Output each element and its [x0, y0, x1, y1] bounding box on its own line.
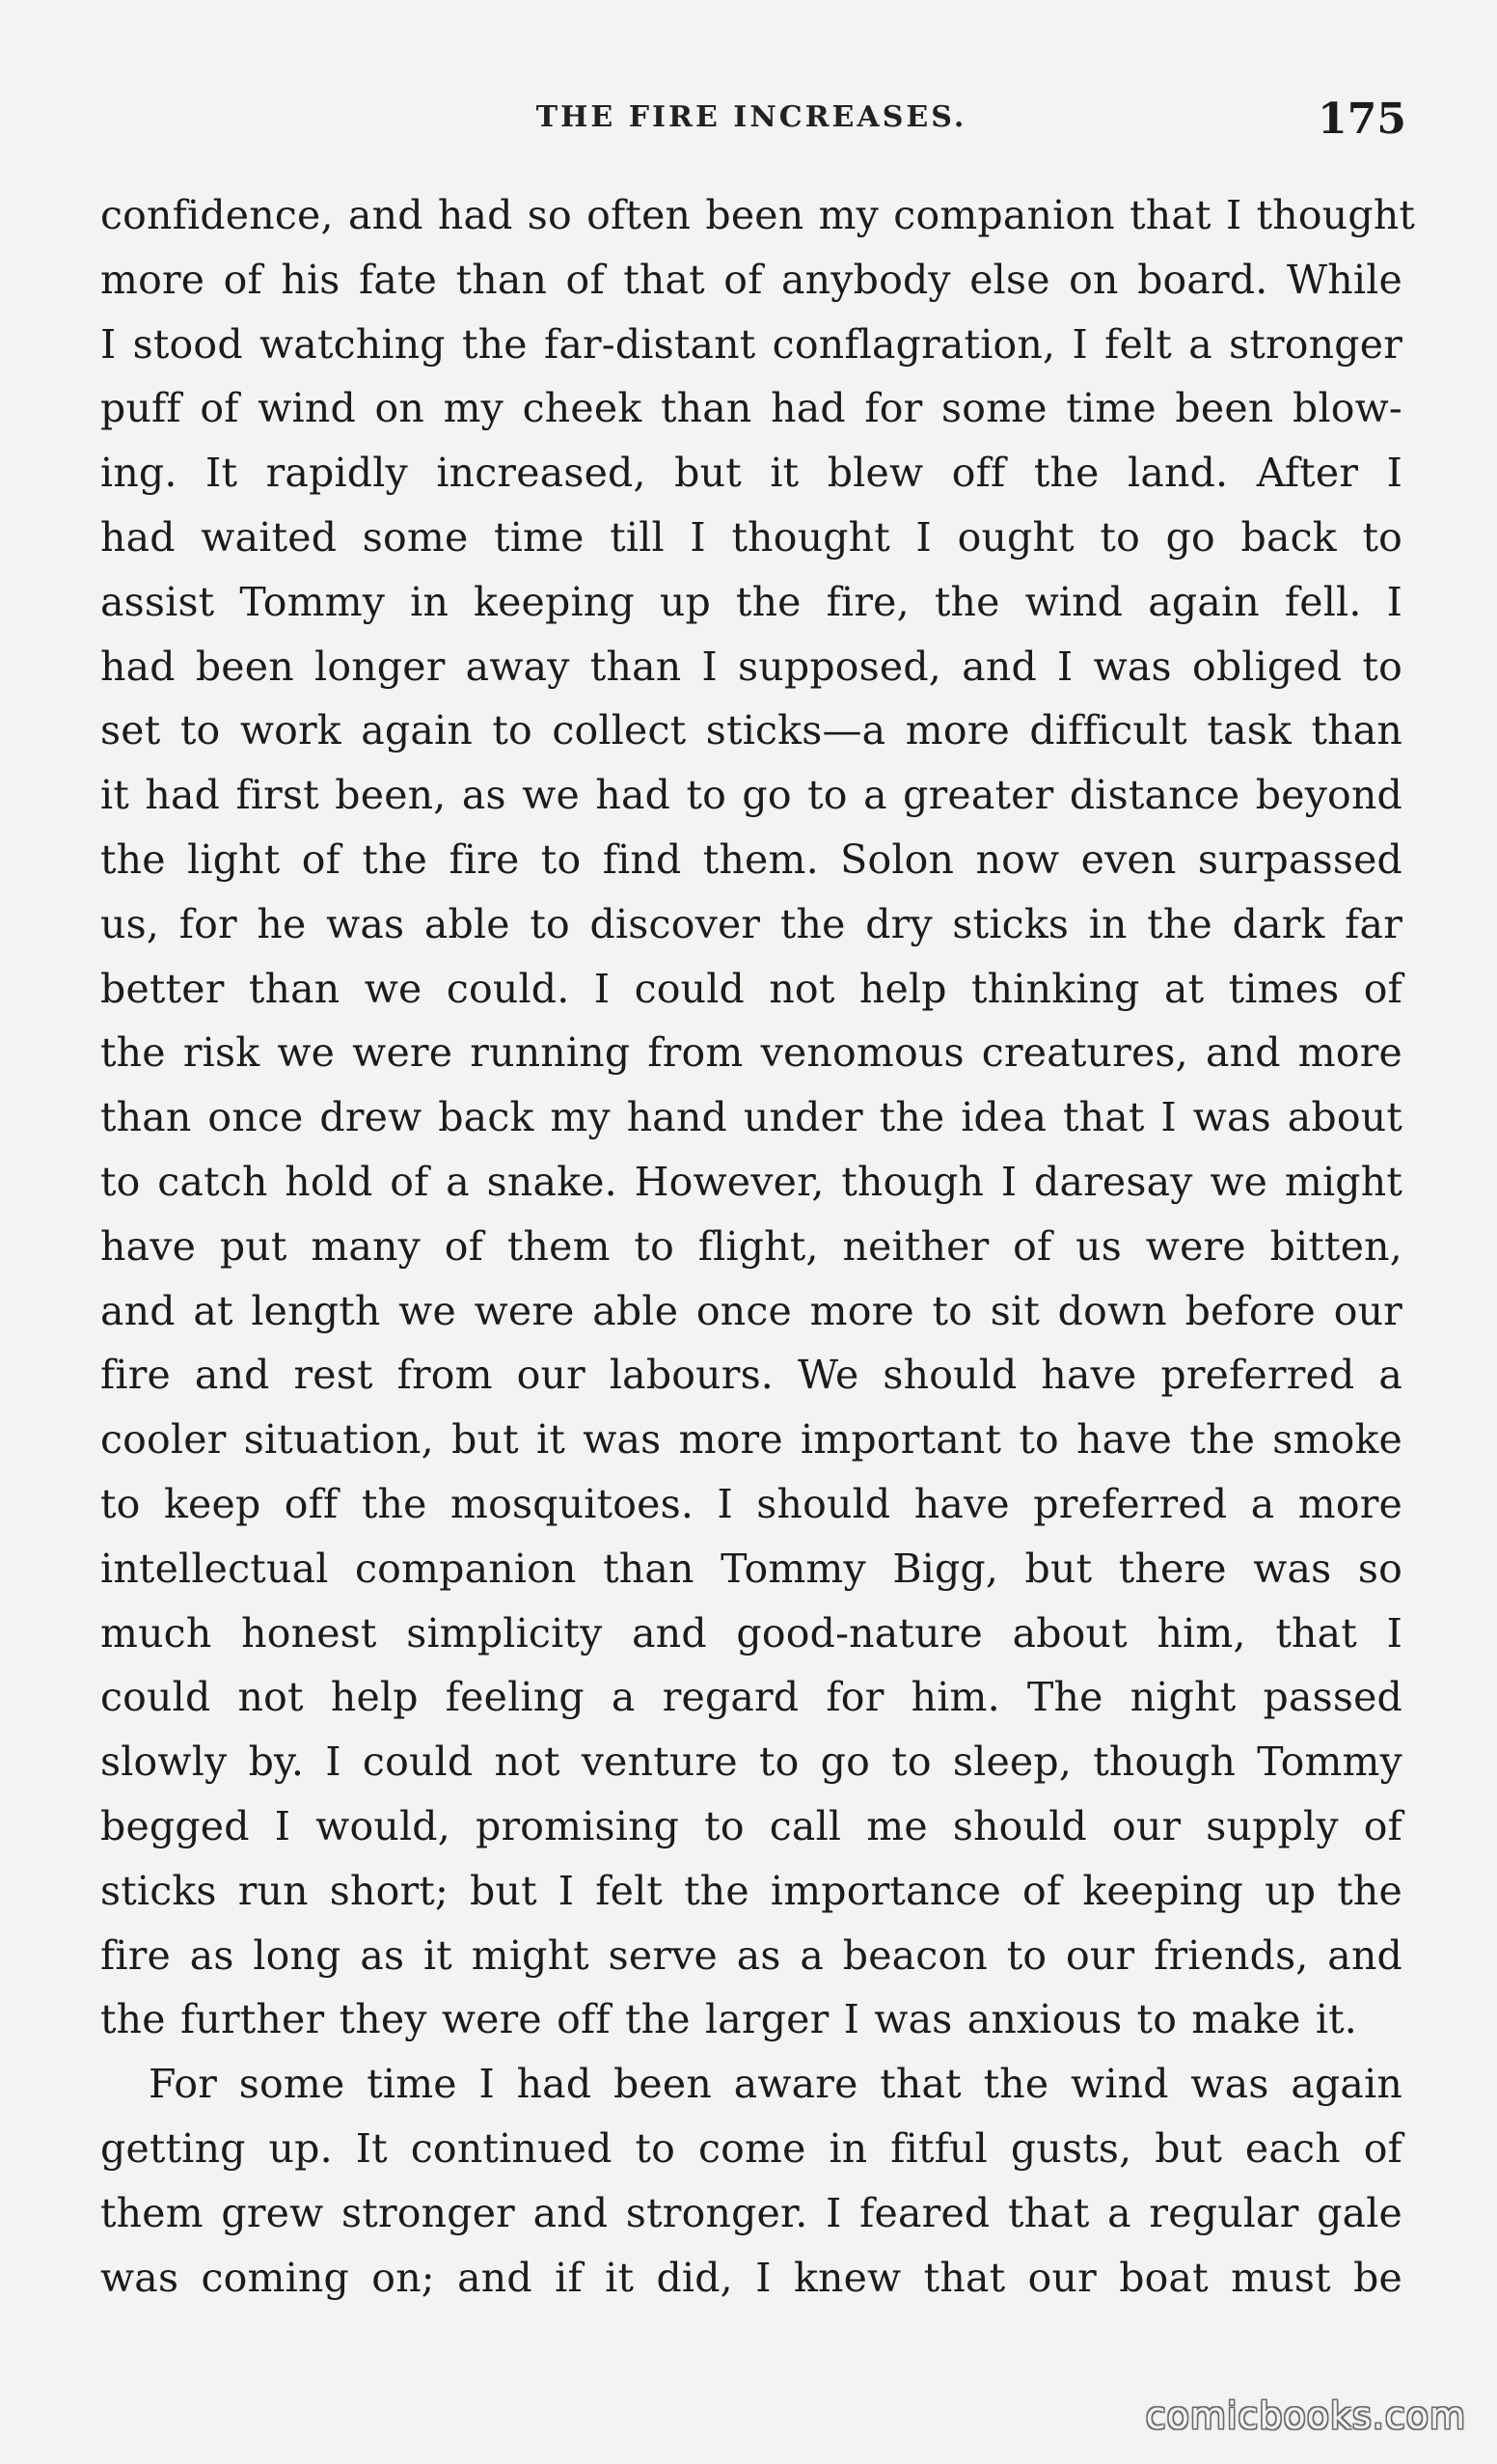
text-line: it had first been, as we had to go to a greater distance beyond	[100, 772, 1402, 819]
text-line: them grew stronger and stronger. I feared that a regular gale	[100, 2189, 1402, 2236]
text-line: getting up. It continued to come in fitful gusts, but each of	[100, 2124, 1402, 2172]
text-line: the light of the fire to find them. Solon now even surpassed	[100, 835, 1402, 883]
running-head	[96, 95, 1406, 152]
text-line: sticks run short; but I felt the importance of keeping up the	[100, 1867, 1402, 1914]
watermark-text: comicbooks.com	[1145, 2395, 1466, 2437]
text-line: fire as long as it might serve as a beacon to our friends, and	[100, 1931, 1402, 1979]
text-line: fire and rest from our labours. We should have preferred a	[100, 1352, 1402, 1399]
paragraph-end-line: the further they were off the larger I was anxious to make it.	[100, 1996, 1358, 2043]
text-line: slowly by. I could not venture to go to sleep, though Tommy	[100, 1738, 1402, 1786]
text-line: I stood watching the far-distant conflagration, I felt a stronger	[100, 320, 1402, 368]
text-line: cooler situation, but it was more important to have the smoke	[100, 1416, 1402, 1464]
text-line: was coming on; and if it did, I knew that our boat must be	[100, 2254, 1402, 2301]
text-line: have put many of them to flight, neither of us were bitten,	[100, 1222, 1402, 1270]
text-line: begged I would, promising to call me should our supply of	[100, 1802, 1402, 1849]
text-line: more of his fate than of that of anybody else on board. While	[100, 256, 1402, 303]
text-line: confidence, and had so often been my companion that I thought	[100, 192, 1416, 238]
text-line: had been longer away than I supposed, and I was obliged to	[100, 643, 1402, 690]
text-line: puff of wind on my cheek than had for some time been blow-	[100, 385, 1402, 432]
paragraph-start-line: For some time I had been aware that the wind was again	[149, 2061, 1402, 2108]
body-text	[100, 183, 1416, 2310]
text-line: assist Tommy in keeping up the fire, the wind again fell. I	[100, 578, 1402, 625]
text-line: set to work again to collect sticks—a more difficult task than	[100, 707, 1402, 754]
text-line: intellectual companion than Tommy Bigg, but there was so	[100, 1545, 1402, 1592]
text-line: could not help feeling a regard for him. The night passed	[100, 1674, 1402, 1721]
page-number: 175	[1318, 95, 1406, 144]
text-line: and at length we were able once more to sit down before our	[100, 1287, 1402, 1334]
text-line: had waited some time till I thought I ought to go back to	[100, 513, 1402, 561]
running-title: THE FIRE INCREASES.	[535, 100, 967, 134]
text-line: the risk we were running from venomous creatures, and more	[100, 1029, 1402, 1077]
text-line: to keep off the mosquitoes. I should have preferred a more	[100, 1480, 1402, 1527]
text-line: us, for he was able to discover the dry sticks in the dark far	[100, 900, 1402, 947]
text-line: ing. It rapidly increased, but it blew off the land. After I	[100, 450, 1402, 497]
text-line: better than we could. I could not help thinking at times of	[100, 965, 1402, 1012]
text-line: much honest simplicity and good-nature about him, that I	[100, 1609, 1402, 1656]
text-line: than once drew back my hand under the idea that I was about	[100, 1094, 1402, 1141]
text-line: to catch hold of a snake. However, though I daresay we might	[100, 1158, 1402, 1205]
